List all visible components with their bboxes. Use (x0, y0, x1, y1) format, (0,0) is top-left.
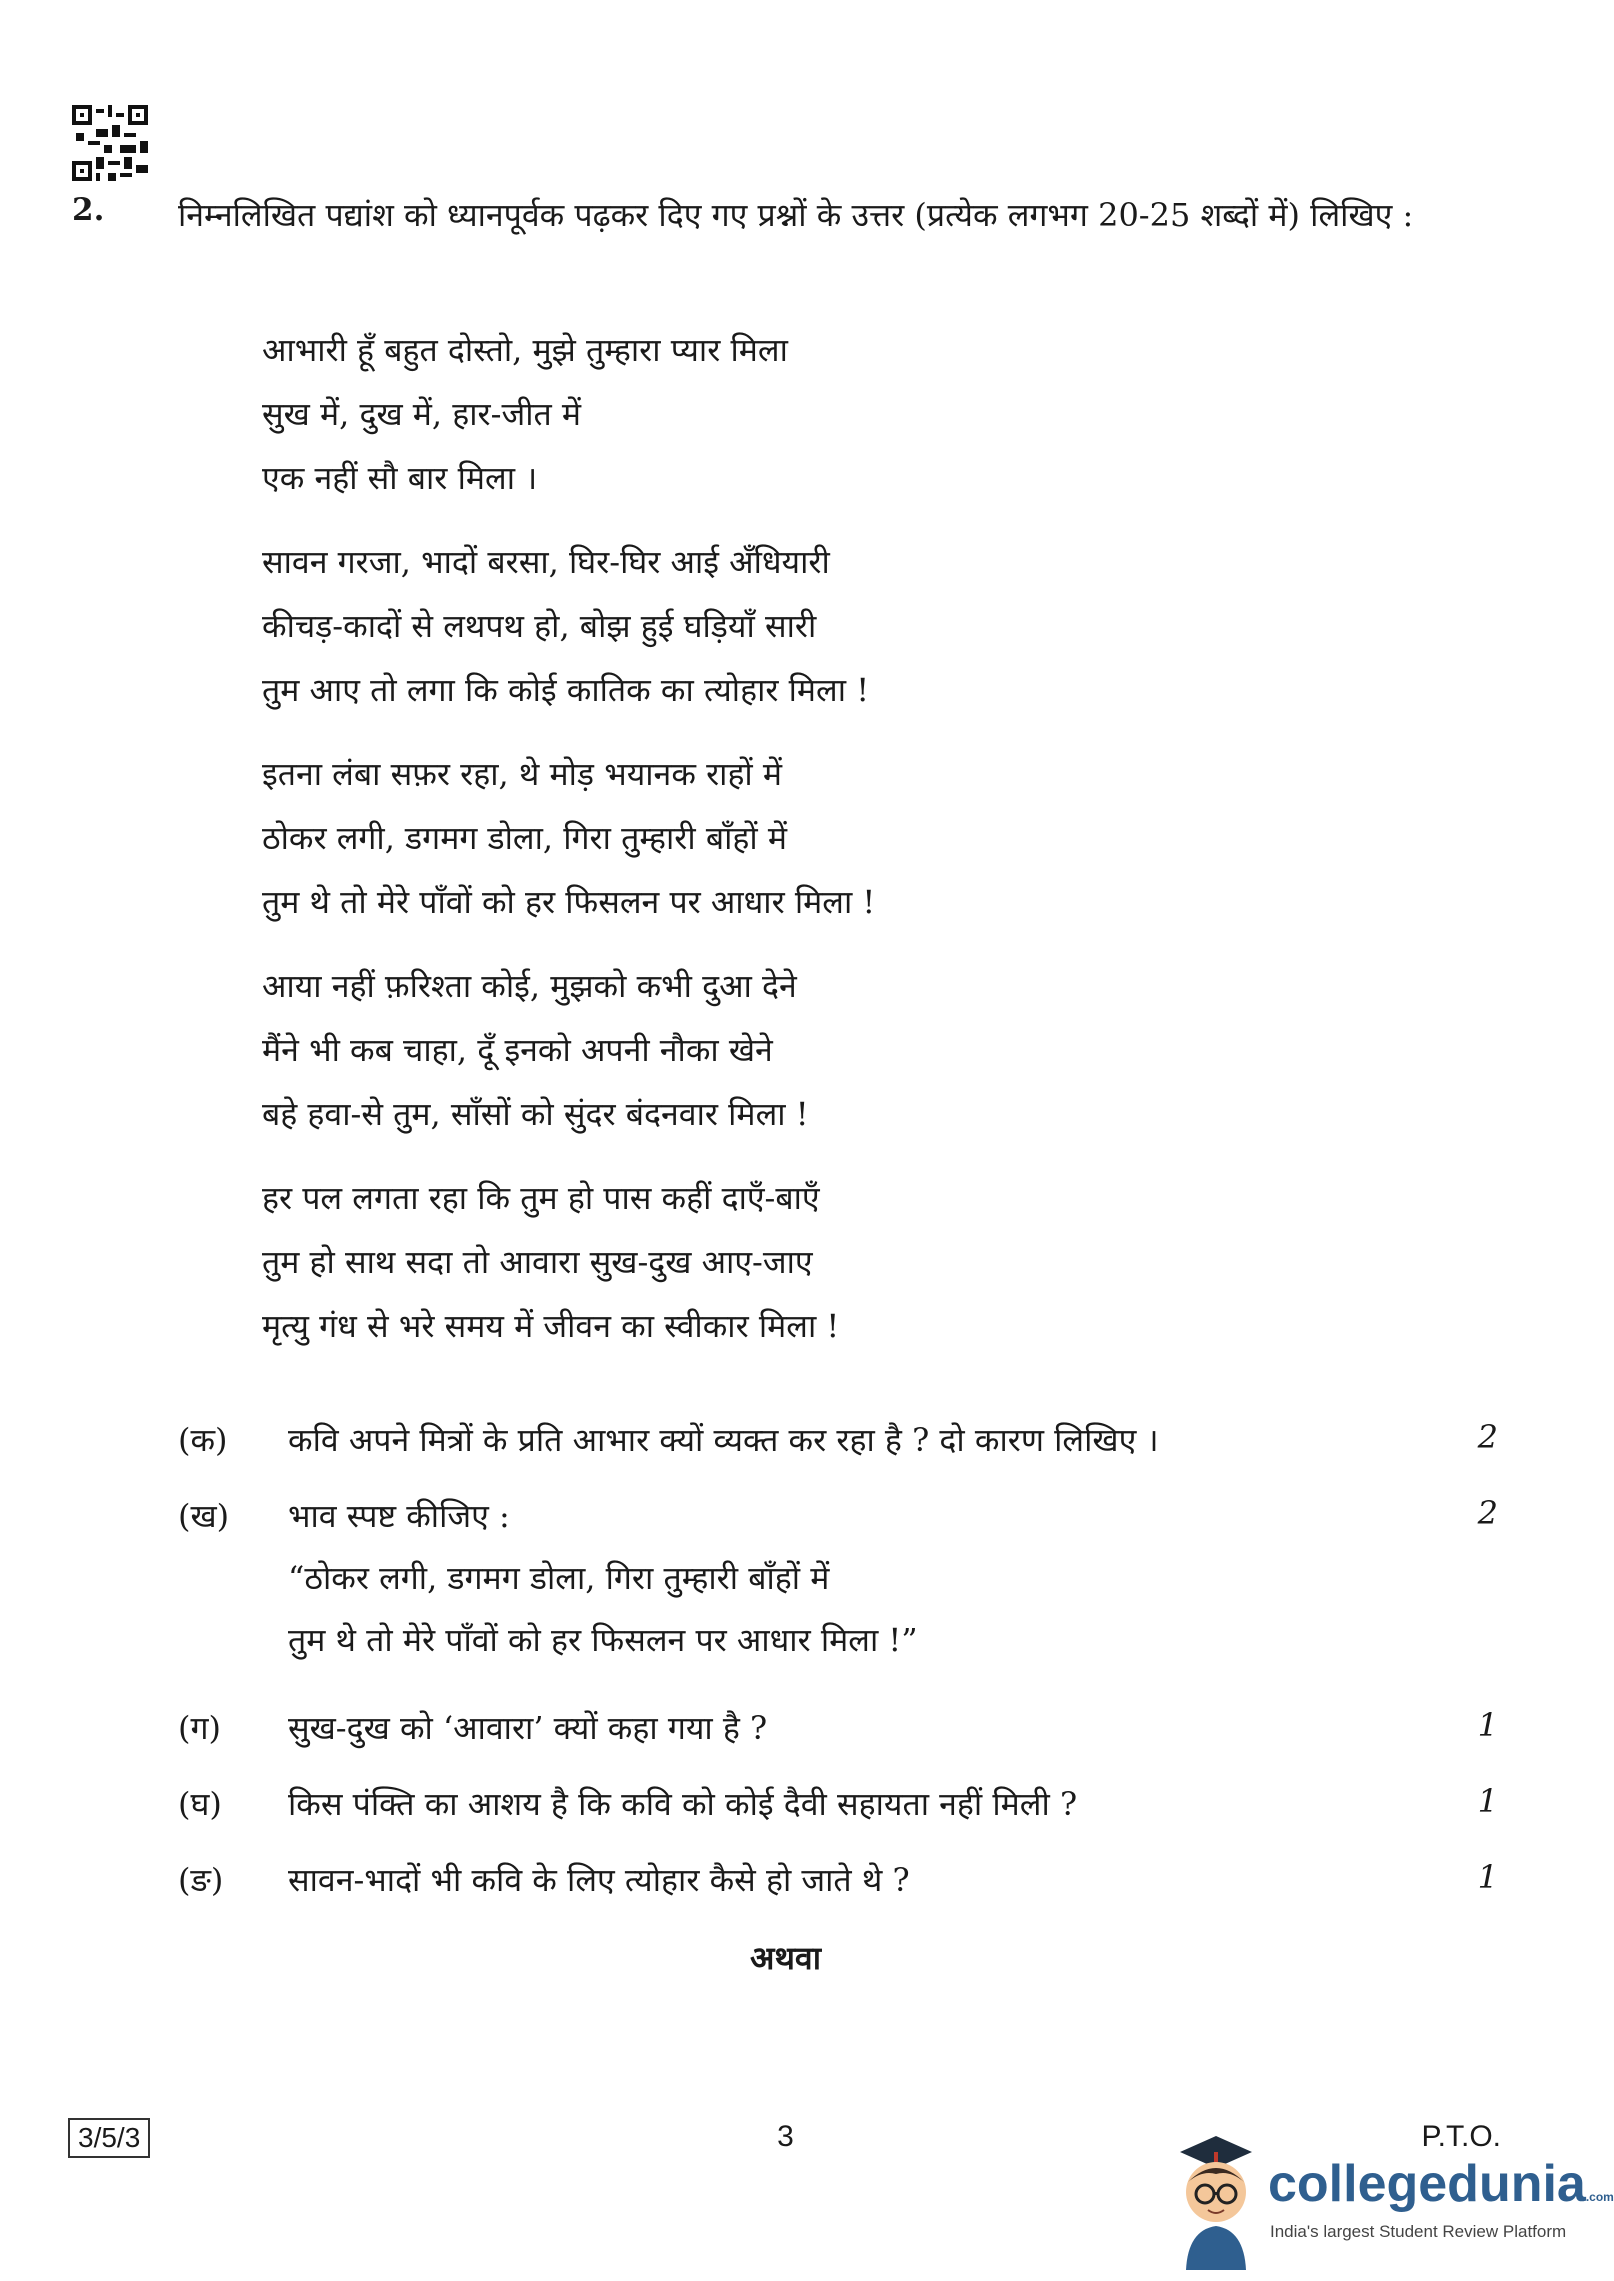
poem-line: सुख में, दुख में, हार-जीत में (262, 395, 582, 433)
brand-tagline: India's largest Student Review Platform (1270, 2222, 1567, 2241)
poem-line: हर पल लगता रहा कि तुम हो पास कहीं दाएँ-बाएँ (262, 1179, 820, 1217)
poem-stanza (262, 318, 875, 510)
poem-stanza (262, 1166, 875, 1358)
poem-line: तुम हो साथ सदा तो आवारा सुख-दुख आए-जाए (262, 1243, 813, 1281)
poem-line: एक नहीं सौ बार मिला । (262, 459, 538, 497)
subquestion-text: किस पंक्ति का आशय है कि कवि को कोई दैवी सहायता नहीं मिली ? (288, 1785, 1078, 1823)
poem-line: आया नहीं फ़रिश्ता कोई, मुझको कभी दुआ देने (262, 967, 797, 1005)
poem-stanza (262, 742, 875, 934)
subquestion-label: (घ) (178, 1785, 222, 1823)
poem-line: इतना लंबा सफ़र रहा, थे मोड़ भयानक राहों में (262, 755, 783, 793)
poem-line: मैंने भी कब चाहा, दूँ इनको अपनी नौका खेने (262, 1031, 773, 1069)
poem-stanza (262, 954, 875, 1146)
poem-line: सावन गरजा, भादों बरसा, घिर-घिर आई अँधियारी (262, 543, 830, 581)
collegedunia-logo (1168, 2130, 1614, 2270)
subquestion-text: कवि अपने मित्रों के प्रति आभार क्यों व्यक्त कर रहा है ? दो कारण लिखिए । (288, 1421, 1159, 1459)
subquestion-label: (क) (178, 1421, 228, 1459)
subquestion-marks: 1 (1477, 1706, 1498, 1744)
poem-line: तुम आए तो लगा कि कोई कातिक का त्योहार मिला ! (262, 671, 870, 709)
brand-name: collegedunia.com (1268, 2155, 1614, 2213)
quoted-line: तुम थे तो मेरे पाँवों को हर फिसलन पर आधार मिला !” (288, 1621, 918, 1659)
subquestion-marks: 2 (1477, 1494, 1498, 1532)
athava-divider: अथवा (750, 1939, 821, 1977)
poem-line: तुम थे तो मेरे पाँवों को हर फिसलन पर आधार मिला ! (262, 883, 876, 921)
qr-code (72, 105, 148, 181)
page-number: 3 (777, 2120, 794, 2153)
question-instruction: निम्नलिखित पद्यांश को ध्यानपूर्वक पढ़कर दिए गए प्रश्नों के उत्तर (प्रत्येक लगभग 20-25 शब्दों में) लिखिए : (178, 196, 1414, 234)
subquestion-label: (ख) (178, 1497, 230, 1535)
pto-label: P.T.O. (1421, 2120, 1501, 2153)
question-number: 2. (72, 192, 105, 228)
subquestion-text: भाव स्पष्ट कीजिए : (288, 1497, 510, 1535)
subquestion-marks: 1 (1477, 1858, 1498, 1896)
subquestion-label: (ङ) (178, 1861, 224, 1899)
quoted-line: “ठोकर लगी, डगमग डोला, गिरा तुम्हारी बाँहों में (288, 1559, 830, 1597)
poem-line: ठोकर लगी, डगमग डोला, गिरा तुम्हारी बाँहों में (262, 819, 787, 857)
subquestion-marks: 1 (1477, 1782, 1498, 1820)
mascot-icon (1168, 2130, 1264, 2270)
poem-line: कीचड़-कादों से लथपथ हो, बोझ हुई घड़ियाँ सारी (262, 607, 817, 645)
subquestion-label: (ग) (178, 1709, 221, 1747)
poem-line: आभारी हूँ बहुत दोस्तो, मुझे तुम्हारा प्यार मिला (262, 331, 788, 369)
paper-code: 3/5/3 (68, 2118, 150, 2158)
subquestion-text: सावन-भादों भी कवि के लिए त्योहार कैसे हो जाते थे ? (288, 1861, 910, 1899)
poem-line: मृत्यु गंध से भरे समय में जीवन का स्वीकार मिला ! (262, 1307, 840, 1345)
subquestion-text: सुख-दुख को ‘आवारा’ क्यों कहा गया है ? (288, 1709, 768, 1747)
brand-domain: .com (1585, 2190, 1614, 2204)
poem-stanza (262, 530, 875, 722)
subquestion-marks: 2 (1477, 1418, 1498, 1456)
poem (262, 318, 875, 1378)
poem-line: बहे हवा-से तुम, साँसों को सुंदर बंदनवार मिला ! (262, 1095, 809, 1133)
